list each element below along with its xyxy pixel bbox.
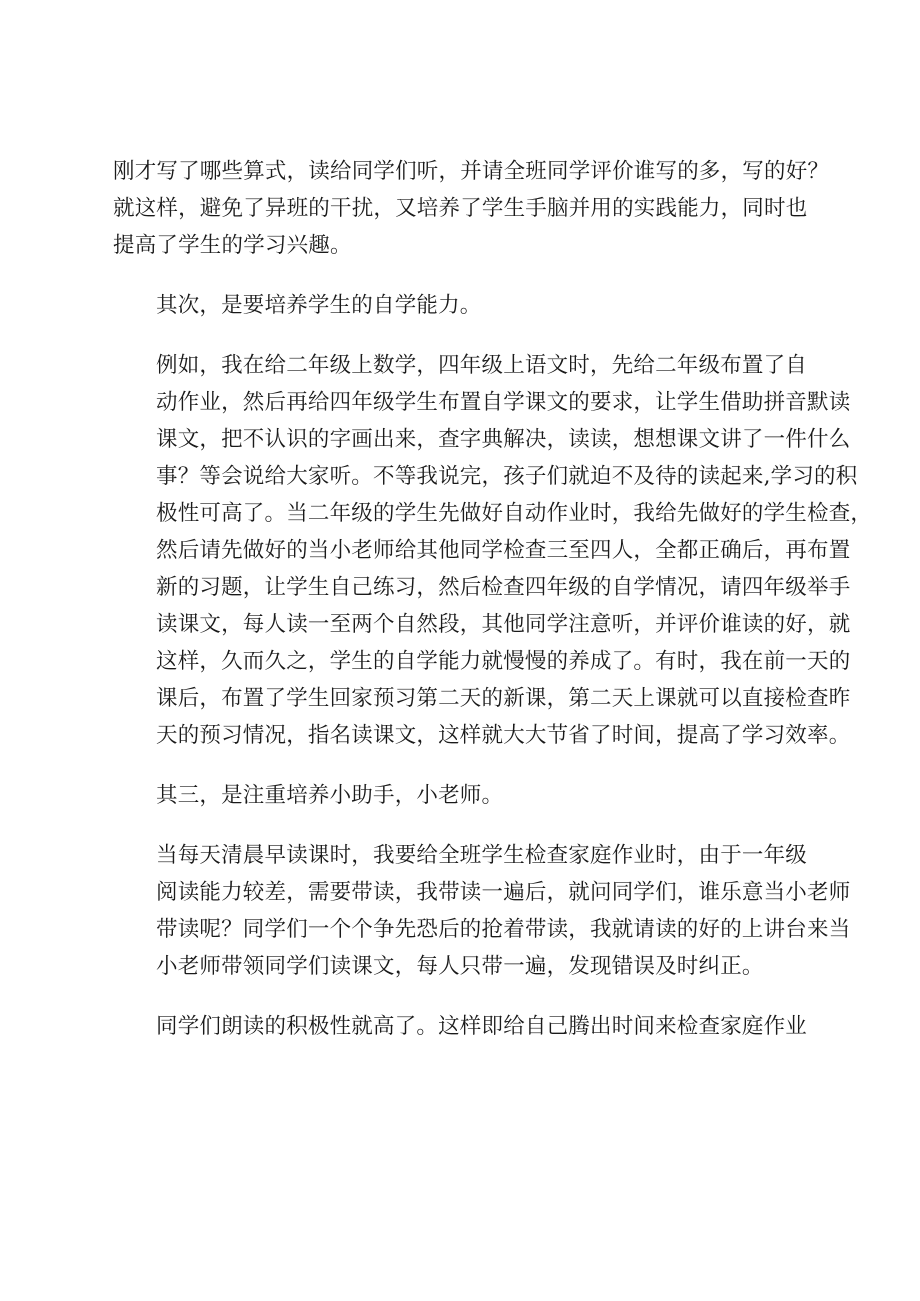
text-line: 天的预习情况，指名读课文，这样就大大节省了时间，提高了学习效率。 — [156, 723, 851, 748]
text-line: 阅读能力较差，需要带读，我带读一遍后，就问同学们，谁乐意当小老师 — [156, 880, 851, 905]
text-line: 其三，是注重培养小助手，小老师。 — [156, 783, 504, 808]
text-line: 课文，把不认识的字画出来，查字典解决，读读，想想课文讲了一件什么 — [156, 427, 851, 452]
text-line: 就这样，避免了异班的干扰，又培养了学生手脑并用的实践能力，同时也 — [113, 196, 808, 221]
document-body — [113, 153, 873, 1068]
text-line: 新的习题，让学生自己练习，然后检查四年级的自学情况，请四年级举手 — [156, 575, 851, 600]
text-line: 动作业，然后再给四年级学生布置自学课文的要求，让学生借助拼音默读 — [156, 390, 851, 415]
paragraph-1 — [113, 153, 833, 264]
text-line: 读课文，每人读一至两个自然段，其他同学注意听，并评价谁读的好，就 — [156, 612, 851, 637]
paragraph-6 — [113, 1008, 833, 1045]
text-line: 带读呢？同学们一个个争先恐后的抢着带读，我就请读的好的上讲台来当 — [156, 917, 851, 942]
paragraph-3 — [113, 347, 873, 754]
text-line: 然后请先做好的当小老师给其他同学检查三至四人，全都正确后，再布置 — [156, 538, 851, 563]
text-line: 这样，久而久之，学生的自学能力就慢慢的养成了。有时，我在前一天的 — [156, 649, 851, 674]
text-line: 当每天清晨早读课时，我要给全班学生检查家庭作业时，由于一年级 — [156, 843, 808, 868]
text-line: 其次，是要培养学生的自学能力。 — [156, 293, 482, 318]
text-line: 刚才写了哪些算式，读给同学们听，并请全班同学评价谁写的多，写的好？ — [113, 159, 830, 184]
paragraph-2 — [113, 287, 833, 324]
text-line: 小老师带领同学们读课文，每人只带一遍，发现错误及时纠正。 — [156, 954, 764, 979]
text-line: 提高了学生的学习兴趣。 — [113, 233, 352, 258]
paragraph-5 — [113, 837, 851, 985]
paragraph-4 — [113, 777, 833, 814]
text-line: 课后，布置了学生回家预习第二天的新课，第二天上课就可以直接检查昨 — [156, 686, 851, 711]
text-line: 事？等会说给大家听。不等我说完，孩子们就迫不及待的读起来,学习的积 — [156, 464, 858, 489]
text-line: 极性可高了。当二年级的学生先做好自动作业时，我给先做好的学生检查， — [156, 501, 873, 526]
text-line: 同学们朗读的积极性就高了。这样即给自己腾出时间来检查家庭作业 — [156, 1014, 808, 1039]
text-line: 例如，我在给二年级上数学，四年级上语文时，先给二年级布置了自 — [156, 353, 808, 378]
